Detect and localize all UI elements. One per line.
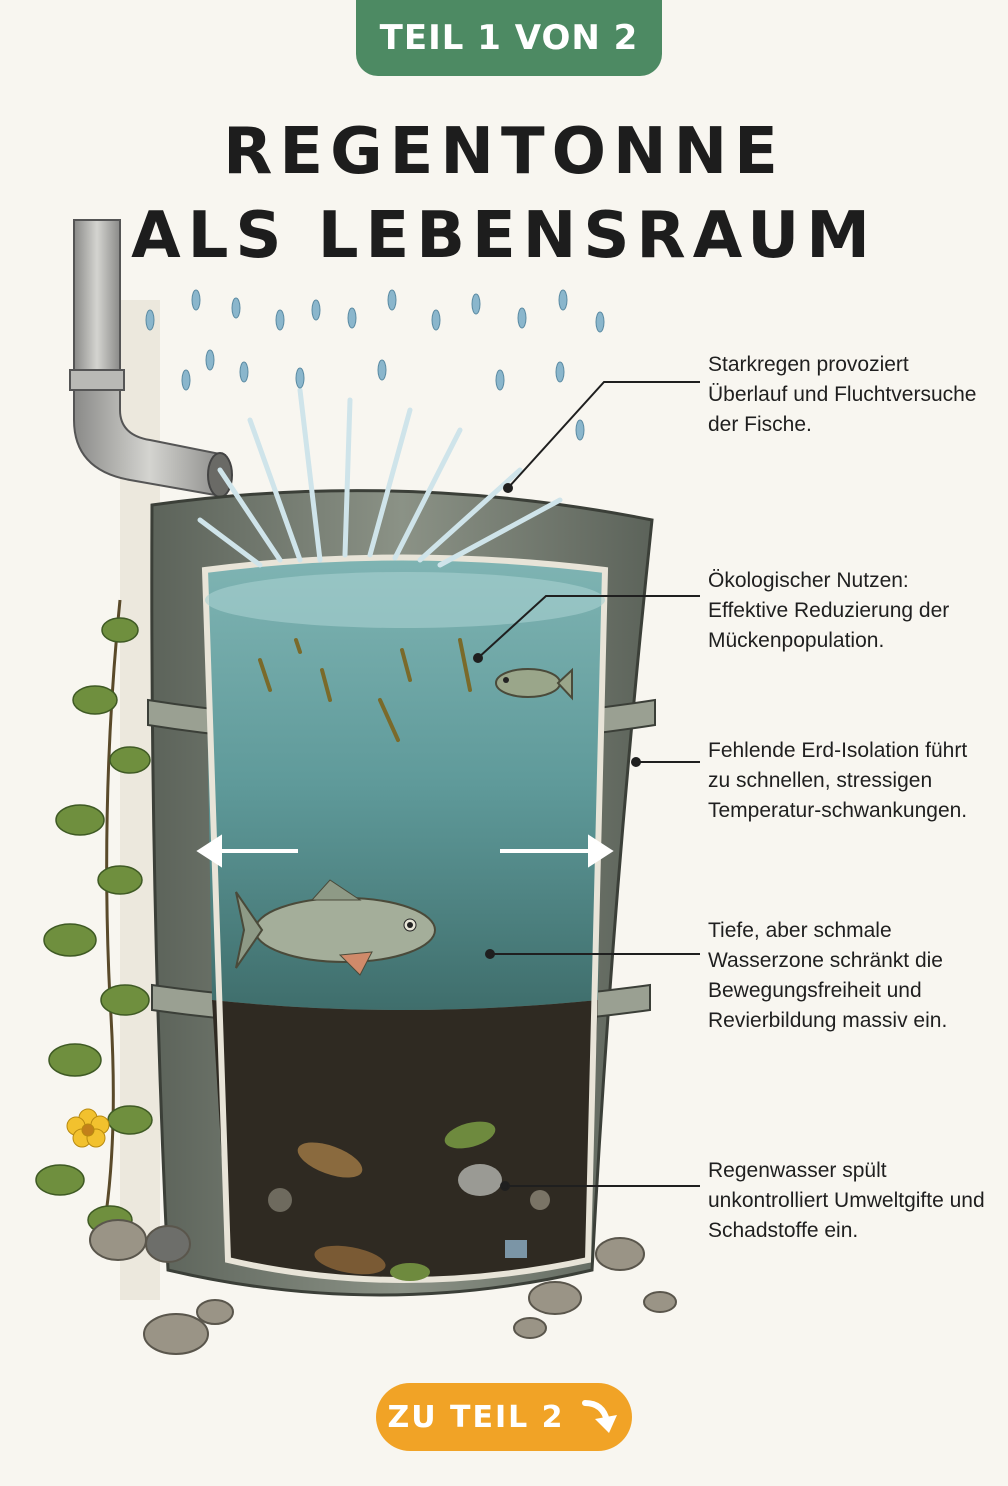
part-badge: TEIL 1 VON 2	[356, 0, 662, 76]
arrow-down-right-icon	[581, 1397, 621, 1437]
next-part-label: ZU TEIL 2	[387, 1399, 565, 1435]
callout-overflow: Starkregen provoziert Überlauf und Fluchtversuche der Fische.	[708, 353, 977, 436]
callout-narrow-zone: Tiefe, aber schmale Wasserzone schränkt die Bewegungsfreiheit und Revierbildung massiv ein.	[708, 919, 948, 1032]
callout-leader-1	[504, 382, 700, 492]
next-part-button[interactable]	[376, 1383, 632, 1451]
callout-temperature: Fehlende Erd-Isolation führt zu schnellen, stressigen Temperatur-schwankungen.	[708, 739, 968, 822]
title-line-1: REGENTONNE	[223, 115, 785, 189]
callout-mosquito-reduction: Ökologischer Nutzen: Effektive Reduzierung der Mückenpopulation.	[708, 569, 950, 652]
water-surface	[205, 572, 605, 628]
rain-drops	[146, 290, 604, 440]
callout-pollutants: Regenwasser spült unkontrolliert Umweltgifte und Schadstoffe ein.	[708, 1159, 985, 1242]
title-line-2: ALS LEBENSRAUM	[131, 199, 877, 273]
yellow-flower	[67, 1109, 109, 1147]
callout-leader-3	[632, 758, 700, 766]
sediment-layer	[212, 1000, 598, 1280]
